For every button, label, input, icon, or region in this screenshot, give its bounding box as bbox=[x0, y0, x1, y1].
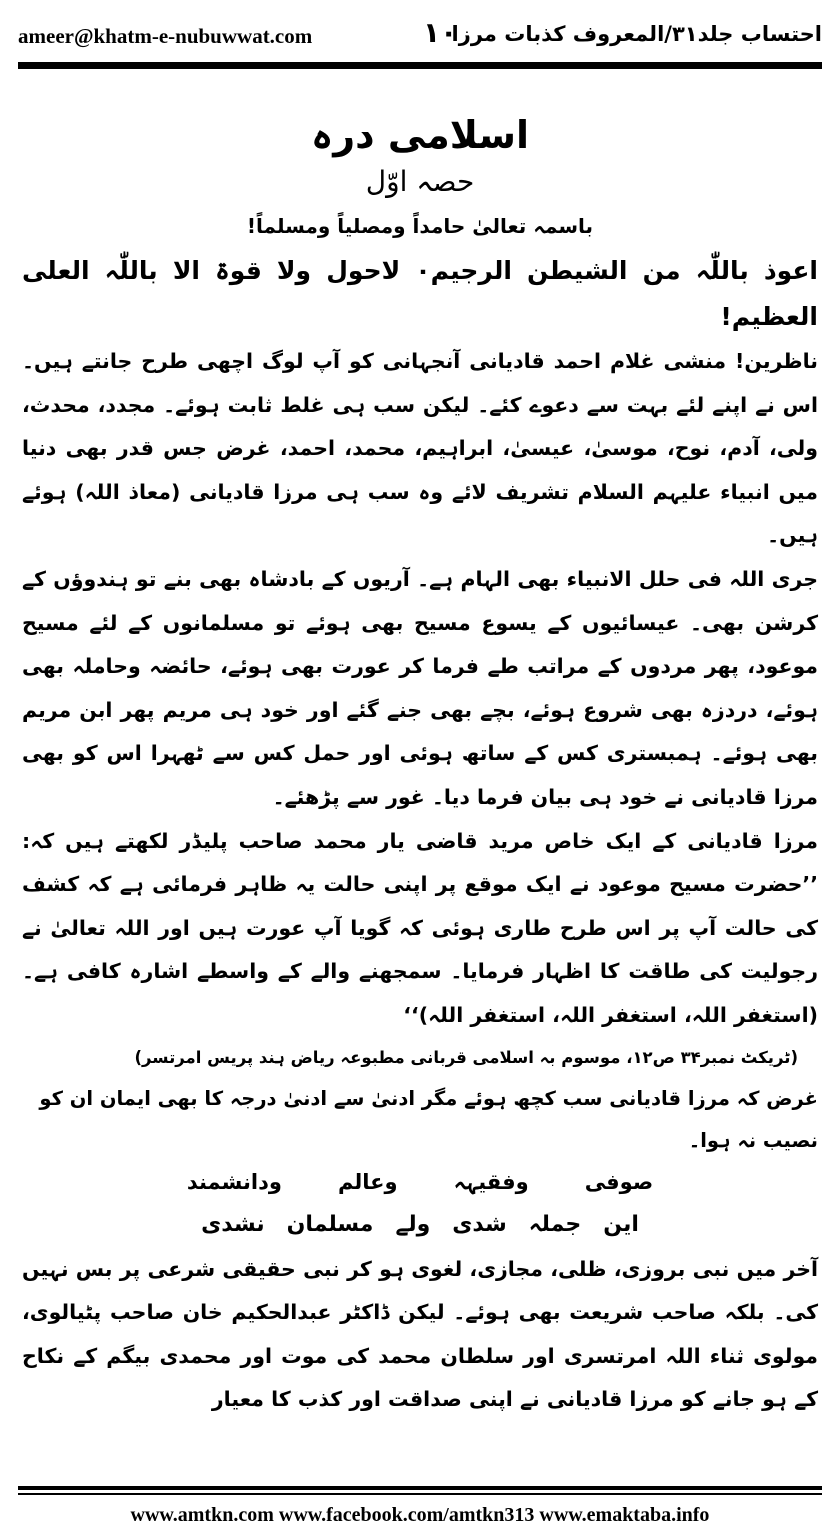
verse-word: این bbox=[603, 1211, 639, 1237]
paragraph-3: مرزا قادیانی کے ایک خاص مرید قاضی یار محمد صاحب پلیڈر لکھتے ہیں کہ: ’’حضرت مسیح موعود نے ایک موقع پر اپنی حالت یہ ظاہر فرمائی ہے کہ کشف کی حالت آپ پر اس طرح طاری ہوئی کہ گویا آپ عورت ہیں اور اللہ تعالیٰ نے رجولیت کی طاقت کا اظہار فرمایا۔ سمجھنے والے کے واسطے اشارہ کافی ہے۔ (استغفر اللہ، استغفر اللہ، استغفر اللہ)‘‘ bbox=[22, 828, 818, 1027]
page-number: ۱۰ bbox=[423, 16, 458, 49]
note-line: غرض کہ مرزا قادیانی سب کچھ ہوئے مگر ادنیٰ سے ادنیٰ درجہ کا بھی ایمان ان کو نصیب نہ ہوا۔ bbox=[39, 1086, 818, 1152]
header-email: ameer@khatm-e-nubuwwat.com bbox=[18, 24, 313, 48]
verse-word: ولے bbox=[395, 1211, 431, 1237]
verse-word: شدی bbox=[452, 1211, 507, 1237]
verse-word: وعالم bbox=[337, 1169, 398, 1194]
verse-word: جملہ bbox=[528, 1211, 582, 1237]
verse-word: وفقیہہ bbox=[453, 1169, 529, 1194]
footer-rule-thick bbox=[18, 1486, 822, 1490]
footer-rule-thin bbox=[18, 1493, 822, 1495]
page-body bbox=[22, 110, 818, 1422]
paragraph-1: ناظرین! منشی غلام احمد قادیانی آنجہانی کو آپ لوگ اچھی طرح جانتے ہیں۔ اس نے اپنے لئے بہت سے دعوے کئے۔ لیکن سب ہی غلط ثابت ہوئے۔ مجدد، محدث، ولی، آدم، نوح، موسیٰ، عیسیٰ، ابراہیم، محمد، احمد، غرض جس قدر بھی دنیا میں انبیاء علیہم السلام تشریف لائے وہ سب ہی مرزا قادیانی (معاذ اللہ) ہوئے ہیں۔ bbox=[22, 349, 818, 548]
section-title: اسلامی درہ bbox=[310, 113, 530, 157]
verse-word: ودانشمند bbox=[186, 1169, 282, 1194]
header-rule bbox=[18, 62, 822, 69]
verse-word: صوفی bbox=[584, 1169, 654, 1194]
paragraph-2: جری اللہ فی حلل الانبیاء بھی الہام ہے۔ آریوں کے بادشاہ بھی بنے تو ہندوؤں کے کرشن بھی۔ عیسائیوں کے یسوع مسیح بھی ہوئے تو مسلمانوں کے لئے مسیح موعود، پھر مردوں کے مراتب طے فرما کر عورت بھی ہوئے، حائضہ وحاملہ بھی ہوئے، دردزہ بھی شروع ہوئے، بچے بھی جنے گئے اور خود ہی مریم پھر ابن مریم بھی ہوئے۔ ہمبستری کس کے ساتھ ہوئی اور حمل کس سے ٹھہرا اس کو بھی مرزا قادیانی نے خود ہی بیان فرما دیا۔ غور سے پڑھئے۔ bbox=[22, 566, 818, 809]
bismillah-line: باسمہ تعالیٰ حامداً ومصلیاً ومسلماً! bbox=[246, 214, 594, 238]
footer-links: www.amtkn.com www.facebook.com/amtkn313 www.emaktaba.info bbox=[130, 1504, 710, 1526]
verse-line-2 bbox=[22, 1202, 818, 1248]
page-header bbox=[18, 14, 822, 60]
closing-paragraph: آخر میں نبی بروزی، ظلی، مجازی، لغوی ہو کر نبی حقیقی شرعی پر بس نہیں کی۔ بلکہ صاحب شریعت بھی ہوئے۔ لیکن ڈاکٹر عبدالحکیم خان صاحب پٹیالوی، مولوی ثناء اللہ امرتسری اور سلطان محمد کی موت اور محمدی بیگم کے نکاح کے ہو جانے کو مرزا قادیانی نے اپنی صداقت اور کذب کا معیار bbox=[22, 1256, 818, 1412]
verse-line-1 bbox=[22, 1162, 818, 1202]
section-subtitle: حصہ اوّل bbox=[365, 165, 475, 198]
reference-citation: (ٹریکٹ نمبر۳۴ ص۱۲، موسوم بہ اسلامی قربانی مطبوعہ ریاض ہند پریس امرتسر) bbox=[134, 1047, 798, 1067]
taawwuz-line: اعوذ باللّٰہ من الشیطن الرجیم۰ لاحول ولا قوۃ الا باللّٰہ العلی العظیم! bbox=[22, 256, 818, 331]
verse-word: نشدی bbox=[201, 1211, 265, 1237]
book-title: احتساب جلد۳۱/المعروف کذبات مرزا bbox=[451, 22, 822, 46]
verse-word: مسلمان bbox=[286, 1211, 374, 1237]
